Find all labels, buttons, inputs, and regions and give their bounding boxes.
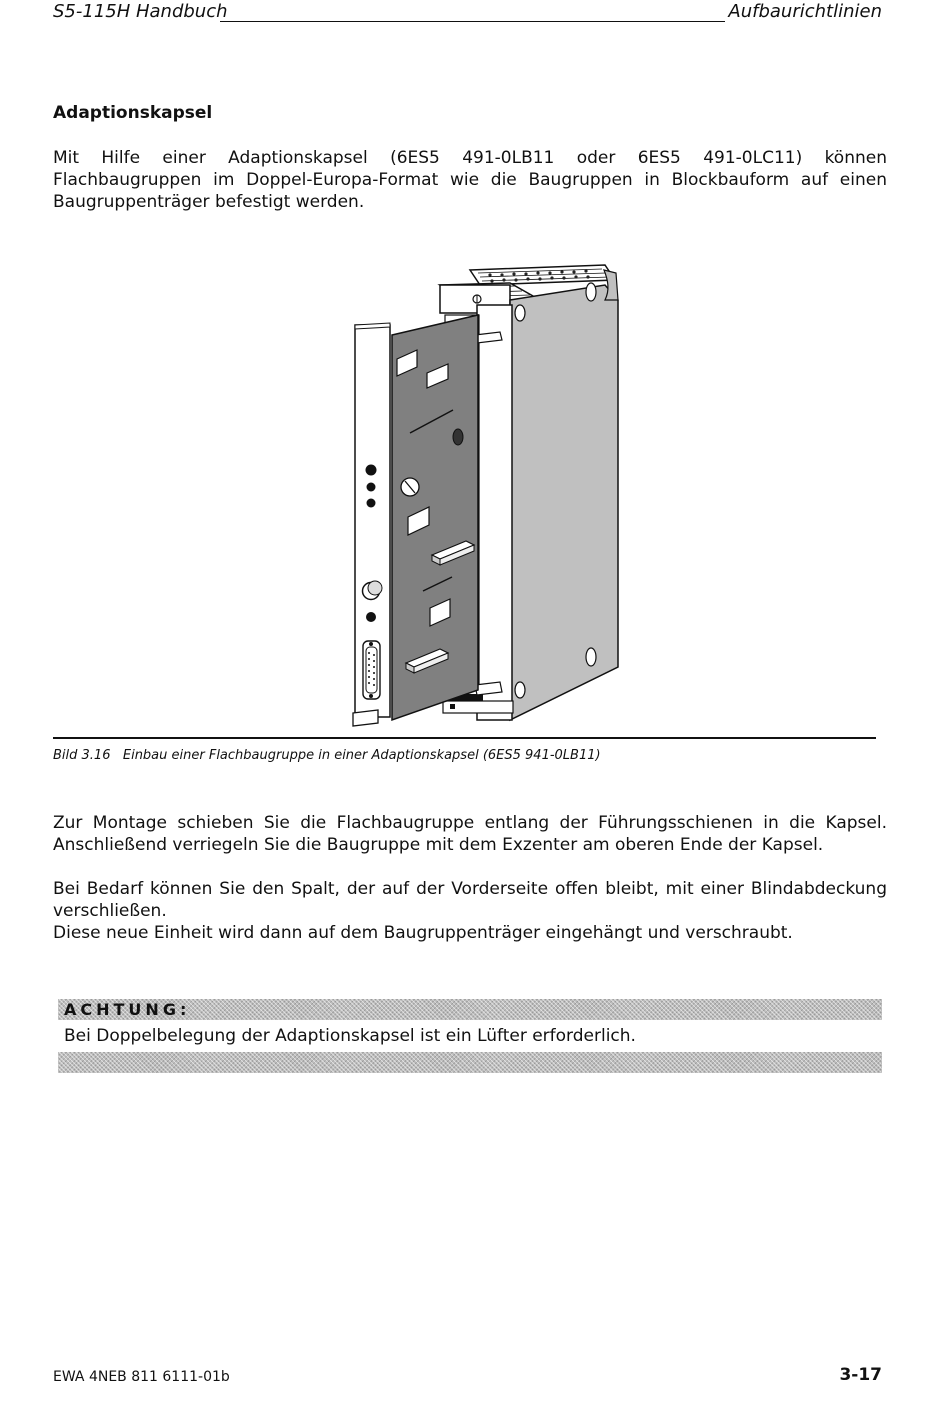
figure-rule	[53, 737, 876, 739]
header-rule	[220, 21, 725, 22]
intro-paragraph: Mit Hilfe einer Adaptionskapsel (6ES5 491-0LB11 oder 6ES5 491-0LC11) können Flachbaugruppen im Doppel-Europa-Format wie die Baugruppen in Blockbauform auf einen Baugruppenträger befestigt werden.	[53, 148, 887, 212]
warning-text: Bei Doppelbelegung der Adaptionskapsel ist ein Lüfter erforderlich.	[64, 1026, 636, 1046]
footer-page-number: 3-17	[839, 1365, 882, 1385]
footer-document-id: EWA 4NEB 811 6111-01b	[53, 1369, 230, 1385]
warning-title: ACHTUNG:	[64, 1000, 191, 1019]
warning-bottom-bar	[58, 1052, 882, 1073]
mounting-paragraph: Diese neue Einheit wird dann auf dem Baugruppenträger eingehängt und verschraubt.	[53, 923, 793, 943]
section-heading: Adaptionskapsel	[53, 103, 213, 123]
header-chapter-title: Aufbaurichtlinien	[728, 1, 882, 22]
header-manual-title: S5-115H Handbuch	[53, 1, 228, 22]
figure-caption: Bild 3.16 Einbau einer Flachbaugruppe in einer Adaptionskapsel (6ES5 941-0LB11)	[53, 748, 601, 763]
adaption-capsule-illustration	[340, 255, 630, 735]
cover-paragraph: Bei Bedarf können Sie den Spalt, der auf der Vorderseite offen bleibt, mit einer Blindabdeckung verschließen.	[53, 879, 887, 921]
assembly-paragraph: Zur Montage schieben Sie die Flachbaugruppe entlang der Führungsschienen in die Kapsel. Anschließend verriegeln Sie die Baugruppe mit dem Exzenter am oberen Ende der Kapsel.	[53, 813, 887, 855]
